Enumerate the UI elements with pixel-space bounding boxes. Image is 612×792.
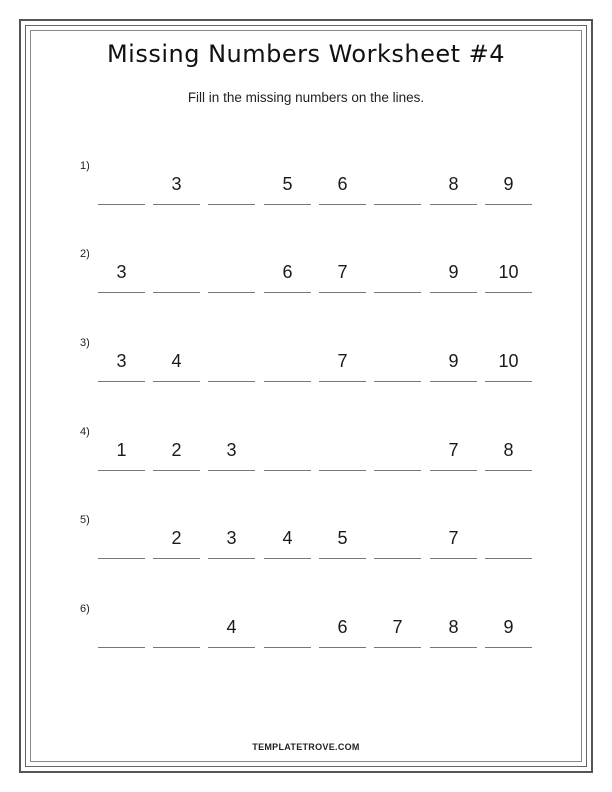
- answer-blank[interactable]: [208, 342, 255, 382]
- problem-row: [0, 426, 612, 486]
- problem-number: 2): [80, 248, 90, 260]
- given-number-cell: [153, 165, 200, 205]
- problem-row: [0, 603, 612, 663]
- cell-value: 7: [337, 262, 348, 282]
- answer-line: [485, 204, 532, 205]
- cell-value: 3: [171, 174, 182, 194]
- answer-line: [374, 381, 421, 382]
- cell-value: 5: [337, 528, 348, 548]
- answer-line: [319, 292, 366, 293]
- cell-value: 7: [337, 351, 348, 371]
- given-number-cell: [153, 519, 200, 559]
- answer-blank[interactable]: [374, 165, 421, 205]
- worksheet-instructions: Fill in the missing numbers on the lines.: [187, 90, 425, 105]
- answer-line: [264, 558, 311, 559]
- answer-blank[interactable]: [374, 253, 421, 293]
- given-number-cell: [264, 519, 311, 559]
- problem-row: [0, 514, 612, 574]
- given-number-cell: [98, 253, 145, 293]
- problem-row: [0, 248, 612, 308]
- answer-line: [153, 647, 200, 648]
- cell-value: 4: [282, 528, 293, 548]
- answer-line: [153, 204, 200, 205]
- answer-blank[interactable]: [153, 608, 200, 648]
- answer-blank[interactable]: [264, 608, 311, 648]
- answer-blank[interactable]: [485, 519, 532, 559]
- cell-value: 3: [116, 351, 127, 371]
- cell-value: 4: [171, 351, 182, 371]
- cell-value: 9: [503, 174, 514, 194]
- cell-value: 8: [448, 617, 459, 637]
- answer-line: [374, 470, 421, 471]
- given-number-cell: [485, 431, 532, 471]
- given-number-cell: [153, 342, 200, 382]
- cell-value: 10: [498, 262, 519, 282]
- answer-blank[interactable]: [208, 165, 255, 205]
- given-number-cell: [153, 431, 200, 471]
- given-number-cell: [485, 165, 532, 205]
- answer-line: [430, 292, 477, 293]
- answer-line: [374, 647, 421, 648]
- answer-line: [430, 647, 477, 648]
- answer-blank[interactable]: [264, 431, 311, 471]
- answer-line: [430, 558, 477, 559]
- answer-blank[interactable]: [98, 608, 145, 648]
- cell-value: 1: [116, 440, 127, 460]
- answer-line: [430, 381, 477, 382]
- problem-number: 6): [80, 603, 90, 615]
- answer-line: [98, 647, 145, 648]
- given-number-cell: [485, 608, 532, 648]
- given-number-cell: [264, 165, 311, 205]
- answer-blank[interactable]: [208, 253, 255, 293]
- given-number-cell: [430, 519, 477, 559]
- cell-value: 2: [171, 440, 182, 460]
- answer-line: [374, 558, 421, 559]
- cell-value: 9: [448, 262, 459, 282]
- given-number-cell: [319, 608, 366, 648]
- cell-value: 9: [503, 617, 514, 637]
- given-number-cell: [430, 342, 477, 382]
- answer-line: [208, 558, 255, 559]
- problem-number: 3): [80, 337, 90, 349]
- problem-number: 4): [80, 426, 90, 438]
- cell-value: 8: [503, 440, 514, 460]
- problem-number: 5): [80, 514, 90, 526]
- answer-line: [98, 204, 145, 205]
- answer-line: [319, 470, 366, 471]
- problem-row: [0, 337, 612, 397]
- answer-line: [374, 292, 421, 293]
- answer-line: [98, 470, 145, 471]
- answer-line: [485, 470, 532, 471]
- footer-brand: TEMPLATETROVE.COM: [252, 742, 360, 752]
- cell-value: 6: [282, 262, 293, 282]
- given-number-cell: [319, 519, 366, 559]
- answer-blank[interactable]: [98, 519, 145, 559]
- answer-line: [153, 470, 200, 471]
- answer-line: [264, 292, 311, 293]
- answer-blank[interactable]: [264, 342, 311, 382]
- given-number-cell: [485, 253, 532, 293]
- answer-line: [319, 558, 366, 559]
- answer-line: [264, 204, 311, 205]
- worksheet-title: Missing Numbers Worksheet #4: [106, 40, 506, 68]
- answer-line: [319, 647, 366, 648]
- given-number-cell: [374, 608, 421, 648]
- given-number-cell: [319, 165, 366, 205]
- given-number-cell: [319, 342, 366, 382]
- answer-blank[interactable]: [153, 253, 200, 293]
- given-number-cell: [430, 431, 477, 471]
- answer-line: [153, 381, 200, 382]
- cell-value: 9: [448, 351, 459, 371]
- answer-blank[interactable]: [319, 431, 366, 471]
- answer-line: [430, 204, 477, 205]
- answer-line: [208, 381, 255, 382]
- given-number-cell: [208, 431, 255, 471]
- answer-line: [208, 647, 255, 648]
- given-number-cell: [430, 608, 477, 648]
- answer-blank[interactable]: [98, 165, 145, 205]
- answer-line: [208, 292, 255, 293]
- cell-value: 10: [498, 351, 519, 371]
- given-number-cell: [485, 342, 532, 382]
- cell-value: 5: [282, 174, 293, 194]
- cell-value: 3: [116, 262, 127, 282]
- answer-line: [98, 558, 145, 559]
- answer-line: [485, 647, 532, 648]
- problem-number: 1): [80, 160, 90, 172]
- cell-value: 7: [448, 440, 459, 460]
- answer-blank[interactable]: [374, 519, 421, 559]
- answer-line: [485, 558, 532, 559]
- answer-line: [98, 381, 145, 382]
- answer-line: [319, 381, 366, 382]
- answer-line: [485, 292, 532, 293]
- cell-value: 7: [448, 528, 459, 548]
- answer-blank[interactable]: [374, 342, 421, 382]
- answer-blank[interactable]: [374, 431, 421, 471]
- cell-value: 6: [337, 617, 348, 637]
- given-number-cell: [430, 253, 477, 293]
- cell-value: 3: [226, 528, 237, 548]
- cell-value: 7: [392, 617, 403, 637]
- cell-value: 8: [448, 174, 459, 194]
- cell-value: 6: [337, 174, 348, 194]
- cell-value: 2: [171, 528, 182, 548]
- answer-line: [208, 204, 255, 205]
- given-number-cell: [430, 165, 477, 205]
- cell-value: 4: [226, 617, 237, 637]
- problem-row: [0, 160, 612, 220]
- answer-line: [264, 647, 311, 648]
- given-number-cell: [264, 253, 311, 293]
- answer-line: [319, 204, 366, 205]
- answer-line: [153, 558, 200, 559]
- given-number-cell: [208, 608, 255, 648]
- cell-value: 3: [226, 440, 237, 460]
- given-number-cell: [208, 519, 255, 559]
- given-number-cell: [319, 253, 366, 293]
- answer-line: [208, 470, 255, 471]
- answer-line: [485, 381, 532, 382]
- given-number-cell: [98, 431, 145, 471]
- answer-line: [264, 381, 311, 382]
- answer-line: [153, 292, 200, 293]
- answer-line: [264, 470, 311, 471]
- answer-line: [98, 292, 145, 293]
- given-number-cell: [98, 342, 145, 382]
- answer-line: [374, 204, 421, 205]
- answer-line: [430, 470, 477, 471]
